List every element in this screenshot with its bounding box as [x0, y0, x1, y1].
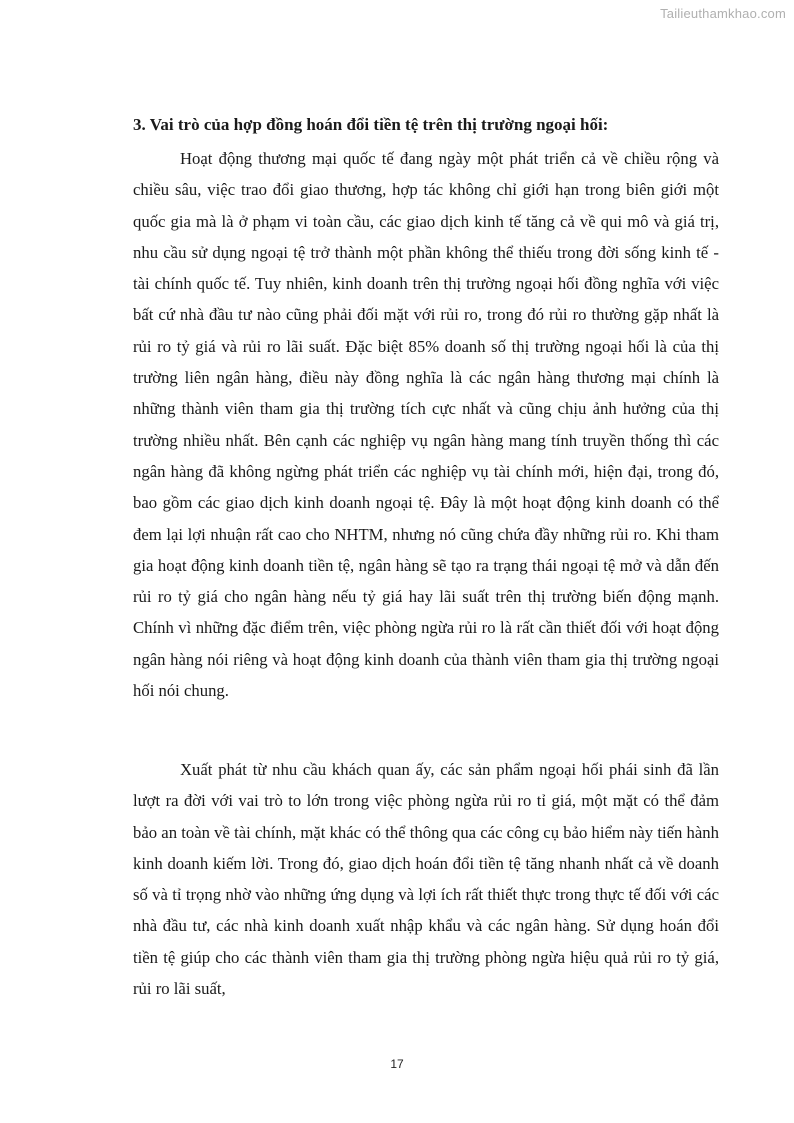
body-paragraph: Hoạt động thương mại quốc tế đang ngày một phát triển cả về chiều rộng và chiều sâu, việc trao đổi giao thương, hợp tác không chỉ giới hạn trong biên giới một quốc gia mà là ở phạm vi toàn cầu, các giao dịch kinh tế tăng cả về qui mô và giá trị, nhu cầu sử dụng ngoại tệ trở thành một phần không thể thiếu trong đời sống kinh tế - tài chính quốc tế. Tuy nhiên, kinh doanh trên thị trường ngoại hối đồng nghĩa với việc bất cứ nhà đầu tư nào cũng phải đối mặt với rủi ro, trong đó rủi ro thường gặp nhất là rủi ro tỷ giá và rủi ro lãi suất. Đặc biệt 85% doanh số thị trường ngoại hối là của thị trường liên ngân hàng, điều này đồng nghĩa là các ngân hàng thương mại chính là những thành viên tham gia thị trường tích cực nhất và cũng chịu ảnh hưởng của thị trường nhiều nhất. Bên cạnh các nghiệp vụ ngân hàng mang tính truyền thống thì các ngân hàng đã không ngừng phát triển các nghiệp vụ tài chính mới, hiện đại, trong đó, bao gồm các giao dịch kinh doanh ngoại tệ. Đây là một hoạt động kinh doanh có thể đem lại lợi nhuận rất cao cho NHTM, nhưng nó cũng chứa đầy những rủi ro. Khi tham gia hoạt động kinh doanh tiền tệ, ngân hàng sẽ tạo ra trạng thái ngoại tệ mở và dẫn đến rủi ro tỷ giá cho ngân hàng nếu tỷ giá hay lãi suất trên thị trường biến động mạnh. Chính vì những đặc điểm trên, việc phòng ngừa rủi ro là rất cần thiết đối với hoạt động ngân hàng nói riêng và hoạt động kinh doanh của thành viên tham gia thị trường ngoại hối nói chung.: [133, 149, 719, 701]
section-heading: 3. Vai trò của hợp đồng hoán đổi tiền tệ trên thị trường ngoại hối:: [133, 115, 609, 134]
page-number: 17: [390, 1057, 404, 1071]
watermark: Tailieuthamkhao.com: [660, 6, 786, 21]
body-paragraph: Xuất phát từ nhu cầu khách quan ấy, các sản phẩm ngoại hối phái sinh đã lần lượt ra đời với vai trò to lớn trong việc phòng ngừa rủi ro tỉ giá, một mặt có thể đảm bảo an toàn về tài chính, mặt khác có thể thông qua các công cụ bảo hiểm này tiến hành kinh doanh kiếm lời. Trong đó, giao dịch hoán đổi tiền tệ tăng nhanh nhất cả về doanh số và tỉ trọng nhờ vào những ứng dụng và lợi ích rất thiết thực trong thực tế đối với các nhà đầu tư, các nhà kinh doanh xuất nhập khẩu và các ngân hàng. Sử dụng hoán đổi tiền tệ giúp cho các thành viên tham gia thị trường phòng ngừa hiệu quả rủi ro tỷ giá, rủi ro lãi suất,: [133, 760, 719, 999]
